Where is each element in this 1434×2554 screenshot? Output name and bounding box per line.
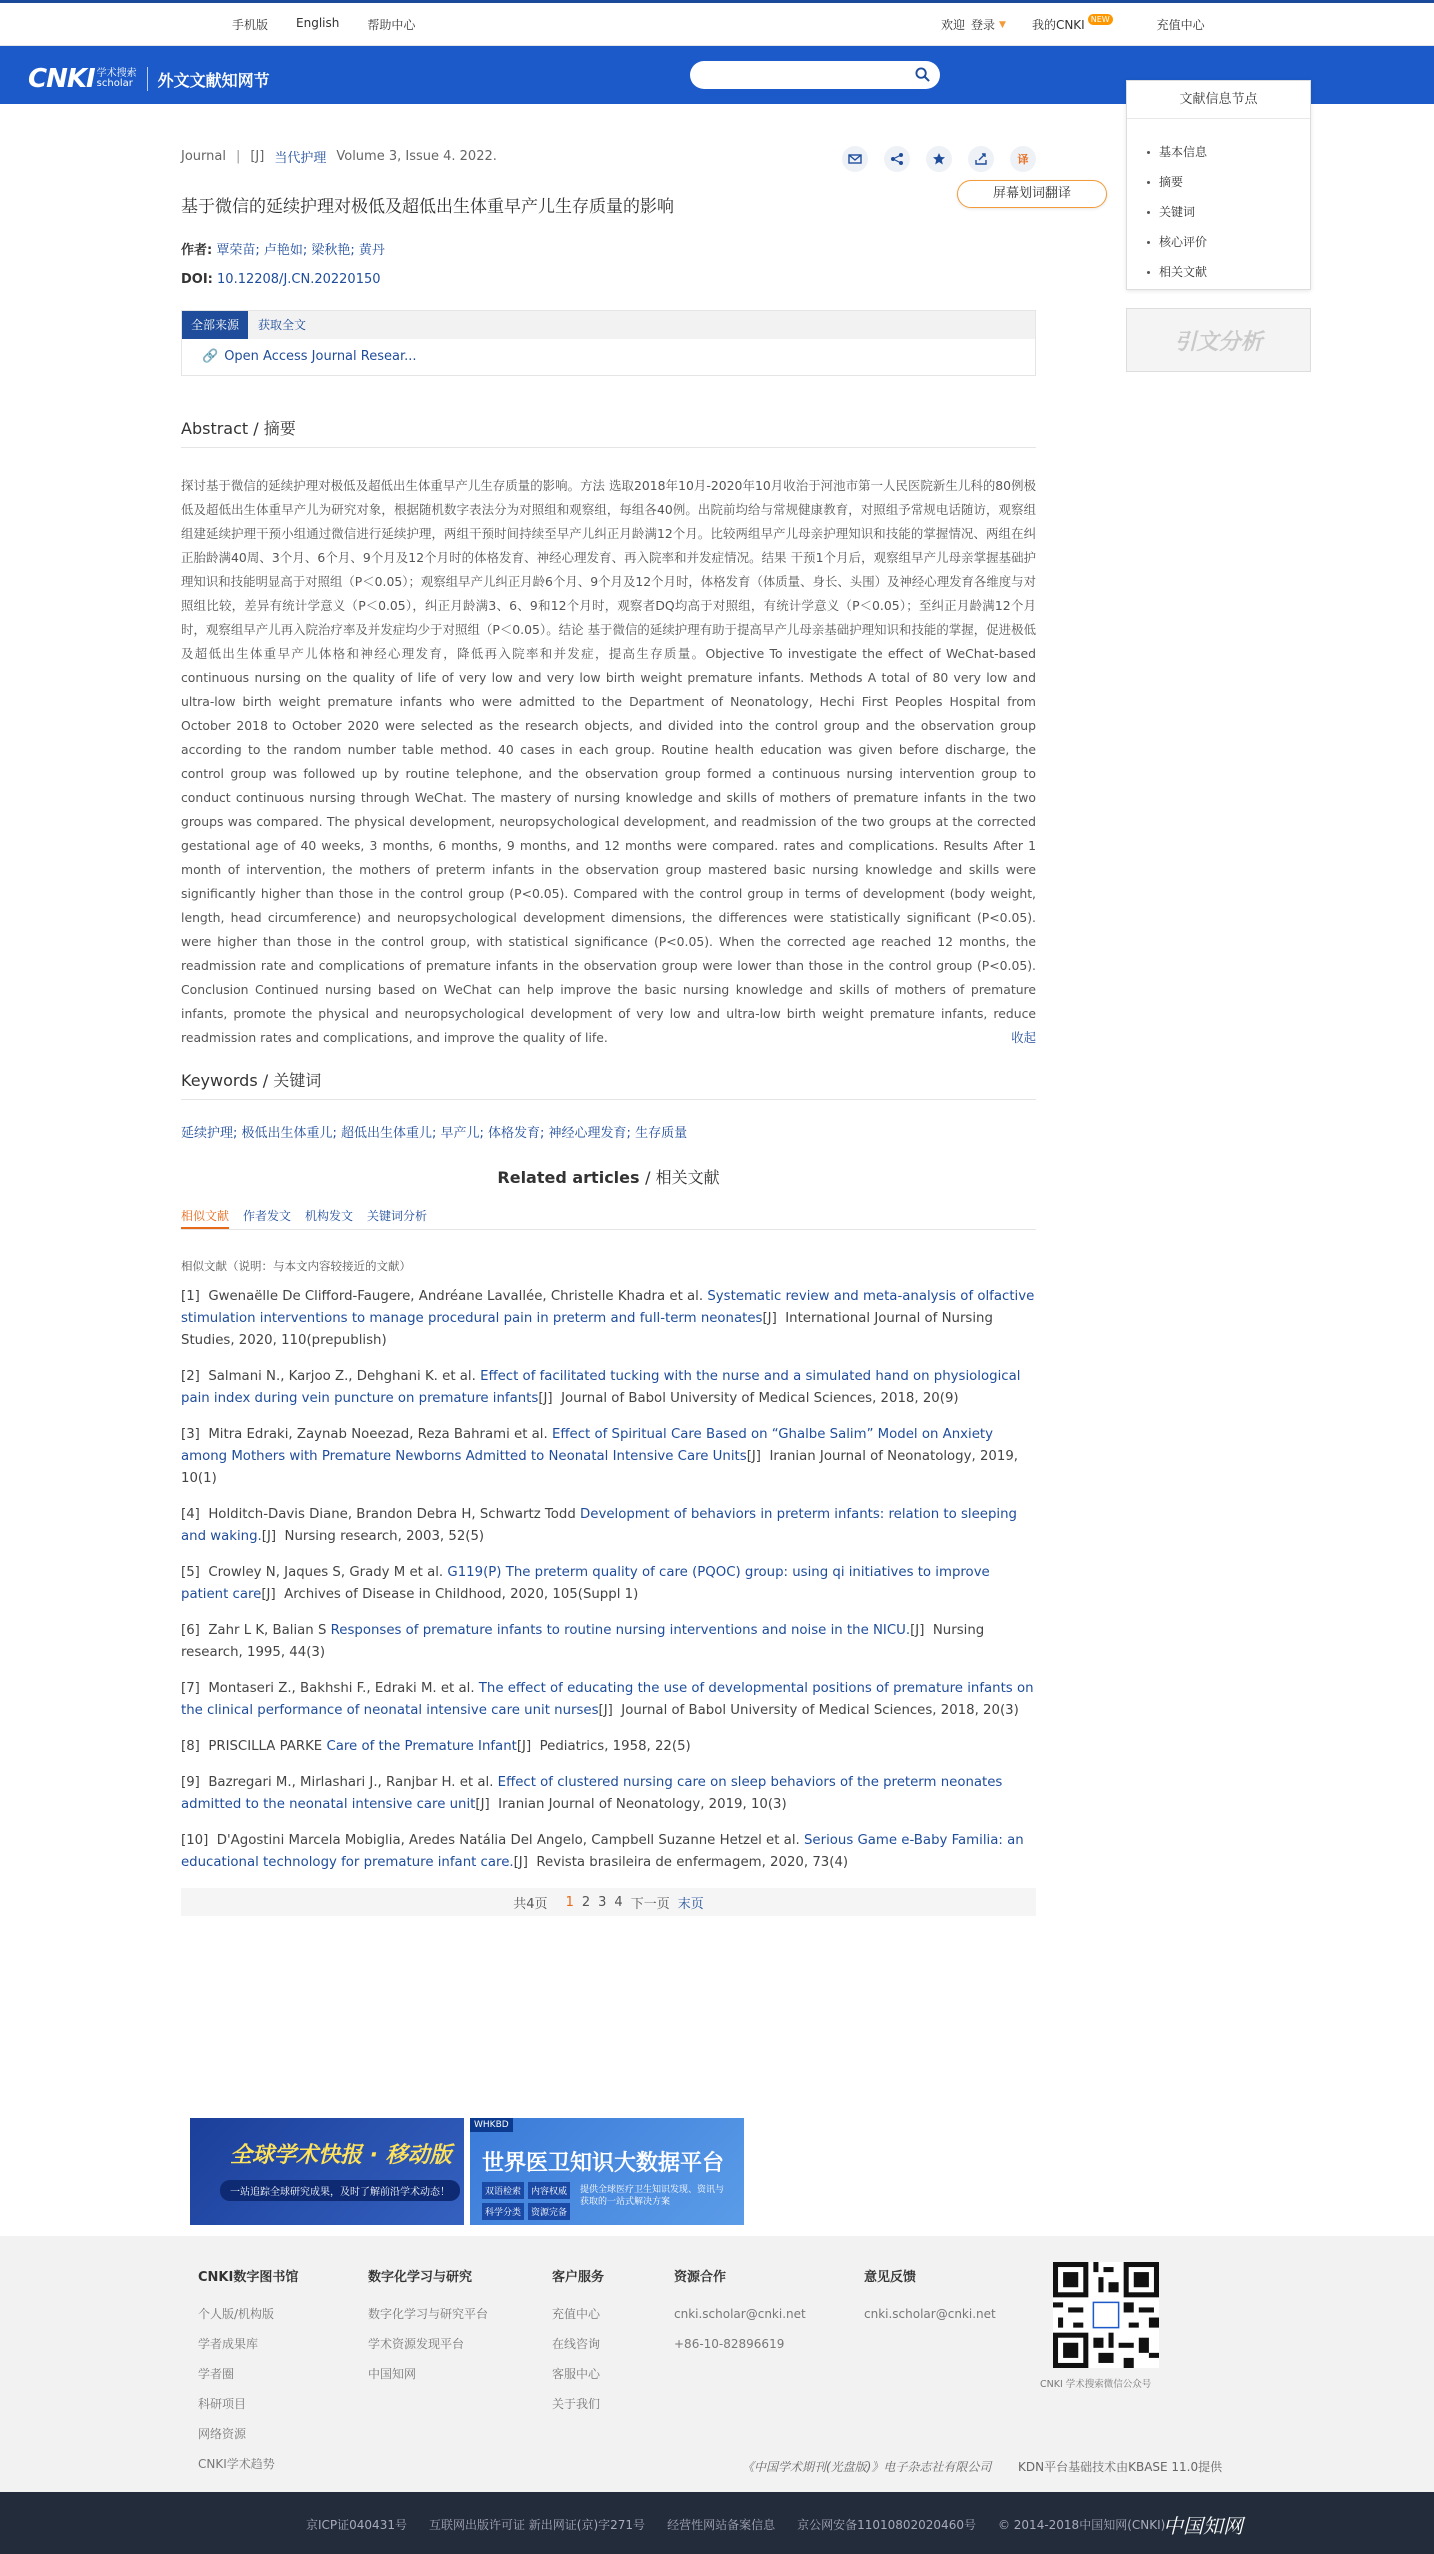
- translate-tooltip: 屏幕划词翻译: [957, 180, 1107, 208]
- ref-title-link[interactable]: Effect of clustered nursing care on sleep behaviors of the preterm neonates admitted to the neonatal intensive care unit: [181, 1775, 1003, 1812]
- list-item: [181, 1366, 1036, 1410]
- related-heading: [181, 1165, 1036, 1188]
- node-keywords[interactable]: 关键词: [1147, 197, 1310, 227]
- site-record[interactable]: 经营性网站备案信息: [667, 2518, 776, 2532]
- source-box: [181, 310, 1036, 376]
- ref-source: Journal of Babol University of Medical Sciences, 2018, 20(3): [621, 1703, 1019, 1718]
- footer-link[interactable]: 数字化学习与研究平台: [368, 2307, 489, 2321]
- search-icon[interactable]: [915, 67, 930, 82]
- reference-list: [181, 1286, 1036, 1874]
- info-nodes-panel: [1126, 80, 1311, 290]
- footer-link[interactable]: 充值中心: [552, 2307, 601, 2321]
- article-title: 基于微信的延续护理对极低及超低出生体重早产儿生存质量的影响: [181, 197, 674, 217]
- ref-title-link[interactable]: Serious Game e-Baby Familia: an educational technology for premature infant care.: [181, 1833, 1024, 1870]
- footer-link[interactable]: 在线咨询: [552, 2337, 601, 2351]
- footer-link[interactable]: 学者圈: [198, 2367, 235, 2381]
- link-icon: 🔗: [202, 349, 219, 364]
- tab-keyword-analysis[interactable]: 关键词分析: [367, 1209, 428, 1223]
- tab-get-fulltext[interactable]: 获取全文: [258, 318, 307, 332]
- ref-type: [J]: [261, 1529, 277, 1544]
- ref-authors: D'Agostini Marcela Mobiglia, Aredes Natália Del Angelo, Campbell Suzanne Hetzel et al.: [216, 1833, 800, 1848]
- ref-source: International Journal of Nursing Studies, 2020, 110(prepublish): [181, 1311, 993, 1348]
- panel-title: 文献信息节点: [1127, 81, 1310, 119]
- page-2[interactable]: 2: [581, 1894, 591, 1910]
- qr-code-icon: [1053, 2262, 1159, 2368]
- footer-link[interactable]: 关于我们: [552, 2397, 601, 2411]
- tab-all-sources[interactable]: 全部来源: [182, 311, 248, 339]
- ad2-chip: 科学分类: [482, 2203, 524, 2220]
- pipe-sep: |: [235, 148, 241, 164]
- page-total: 共4页: [513, 1896, 548, 1912]
- footer-link[interactable]: 学者成果库: [198, 2337, 259, 2351]
- footer-link[interactable]: 科研项目: [198, 2397, 247, 2411]
- list-item: [181, 1678, 1036, 1722]
- ref-num: [10]: [181, 1833, 209, 1848]
- source-resource-link[interactable]: [182, 339, 1035, 375]
- footer-col-title: CNKI数字图书馆: [198, 2270, 299, 2285]
- list-item: [181, 1736, 1036, 1758]
- footer-col-library: [198, 2266, 298, 2487]
- ref-authors: PRISCILLA PARKE: [208, 1739, 323, 1754]
- similar-note: 相似文献（说明：与本文内容较接近的文献）: [181, 1259, 411, 1273]
- tab-similar[interactable]: 相似文献: [181, 1202, 229, 1229]
- keywords-list[interactable]: 延续护理; 极低出生体重儿; 超低出生体重儿; 早产儿; 体格发育; 神经心理发育; 生存质量: [181, 1126, 688, 1141]
- related-tabs: [181, 1202, 1036, 1230]
- ref-source: Pediatrics, 1958, 22(5): [539, 1739, 691, 1754]
- src-link-text: Open Access Journal Resear...: [224, 349, 417, 364]
- list-item: [181, 1562, 1036, 1606]
- list-item: [181, 1286, 1036, 1352]
- footer-link[interactable]: cnki.scholar@cnki.net: [864, 2307, 996, 2321]
- footer-link[interactable]: 中国知网: [368, 2367, 417, 2381]
- ref-title-link[interactable]: Effect of Spiritual Care Based on “Ghalbe Salim” Model on Anxiety among Mothers with Premature Newborns Admitted to Neonatal Intensive Care Units: [181, 1427, 993, 1464]
- ref-num: [8]: [181, 1739, 200, 1754]
- help-link[interactable]: 帮助中心: [367, 18, 416, 32]
- action-icons: [842, 146, 1036, 172]
- list-item: [181, 1620, 1036, 1664]
- doi-line: [181, 272, 1036, 287]
- ad-medical-platform[interactable]: [470, 2118, 744, 2225]
- footer-col-service: [552, 2266, 604, 2427]
- ref-authors: Mitra Edraki, Zaynab Noeezad, Reza Bahrami et al.: [208, 1427, 548, 1442]
- footer-col-feedback: [864, 2266, 996, 2337]
- ref-source: Nursing research, 2003, 52(5): [284, 1529, 485, 1544]
- mobile-link[interactable]: 手机版: [232, 18, 269, 32]
- ad2-chip: 双语检索: [482, 2182, 524, 2199]
- ref-title-link[interactable]: The effect of educating the use of developmental positions of premature infants on the clinical performance of neonatal intensive care unit nurses: [181, 1681, 1034, 1718]
- last-page[interactable]: 末页: [677, 1896, 704, 1912]
- page-3[interactable]: 3: [598, 1894, 607, 1910]
- logo-scholar: [97, 69, 137, 89]
- tab-author-papers[interactable]: 作者发文: [243, 1209, 292, 1223]
- journal-label: Journal: [181, 148, 226, 164]
- ref-source: Revista brasileira de enfermagem, 2020, 73(4): [536, 1855, 849, 1870]
- abstract-body: 探讨基于微信的延续护理对极低及超低出生体重早产儿生存质量的影响。方法 选取2018年10月-2020年10月收治于河池市第一人民医院新生儿科的80例极低及超低出生体重早产儿为研究对象，根据随机数字表法分为对照组和观察组，每组各40例。出院前均给与常规健康教育，对照组予常规电话随访，观察组组建延续护理干预小组通过微信进行延续护理，两组干预时间持续至早产儿纠正月龄满12个月。比较两组早产儿母亲护理知识和技能的掌握情况、两组在纠正胎龄满40周、3个月、6个月、9个月及12个月时的体格发育、神经心理发育、再入院率和并发症情况。结果 干预1个月后，观察组早产儿母亲掌握基础护理知识和技能明显高于对照组（P＜0.05）；观察组早产儿纠正月龄6个月、9个月及12个月时，体格发育（体质量、身长、头围）及神经心理发育各维度与对照组比较，差异有统计学意义（P＜0.05），纠正月龄满3、6、9和12个月时，观察者DQ均高于对照组，有统计学意义（P＜0.05）；至纠正月龄满12个月时，观察组早产儿再入院治疗率及并发症均少于对照组（P＜0.05）。结论 基于微信的延续护理有助于提高早产儿母亲基础护理知识和技能的掌握，促进极低及超低出生体重早产儿体格和神经心理发育，降低再入院率和并发症，提高生存质量。Objective To investigate the effect of WeChat-based continuous nursing on the quality of life of very low and very low birth weight premature infants. Methods A total of 80 very low and ultra-low birth weight premature infants who were admitted to the Department of Neonatology, Hechi First Peoples Hospital from October 2018 to October 2020 were selected as the research objects, and divided into the control group and the observation group according to the random number table method. 40 cases in each group. Routine health education was given before discharge, the control group was followed up by routine telephone, and the observation group formed a continuous nursing intervention group to conduct continuous nursing through WeChat. The mastery of nursing knowledge and skills of mothers of premature infants in the two groups was compared. The physical development, neuropsychological development, and readmission of the two groups at the corrected gestational age of 40 weeks, 3 months, 6 months, 9 months, and 12 months were compared. rates and complications. Results After 1 month of intervention, the mothers of preterm infants in the observation group mastered basic nursing knowledge and skills were significantly higher than those in the control group (P<0.05). Compared with the control group in terms of development (body weight, length, head circumference) and neuropsychological development dimensions, the differences were statistically significant (P<0.05). were higher than those in the control group, with statistical significance (P<0.05). When the corrected age reached 12 months, the readmission rate and complications of premature infants in the observation group were lower than those in the control group (P<0.05). Conclusion Continued nursing based on WeChat can help improve the basic nursing knowledge and skills of mothers of premature infants, promote the physical and neuropsychological development of very low and ultra-low birth weight premature infants, reduce readmission rates and complications, and improve the quality of life.: [181, 478, 1036, 1045]
- logo-cn: 学术搜索: [96, 68, 137, 79]
- footer-col-title: 意见反馈: [864, 2270, 917, 2285]
- kbase-text: KDN平台基础技术由KBASE 11.0提供: [1018, 2460, 1223, 2474]
- ad2-chip: 资源完备: [528, 2203, 570, 2220]
- footer-link[interactable]: 网络资源: [198, 2427, 247, 2441]
- footer-link[interactable]: 学术资源发现平台: [368, 2337, 465, 2351]
- citation-analysis-banner[interactable]: [1126, 308, 1311, 372]
- ref-authors: Montaseri Z., Bakhshi F., Edraki M. et al.: [208, 1681, 475, 1696]
- ref-num: [4]: [181, 1507, 200, 1522]
- ref-num: [5]: [181, 1565, 200, 1580]
- export-icon[interactable]: [968, 146, 994, 172]
- ref-type: [J]: [475, 1797, 490, 1812]
- abstract-heading: Abstract / 摘要: [181, 416, 1036, 448]
- ref-num: [9]: [181, 1775, 200, 1790]
- ref-authors: Crowley N, Jaques S, Grady M et al.: [208, 1565, 444, 1580]
- cite-ad-text: 引文分析: [1174, 329, 1263, 355]
- pagination: [181, 1888, 1036, 1916]
- ref-type: [J]: [910, 1623, 925, 1638]
- ref-num: [7]: [181, 1681, 200, 1696]
- authors-links[interactable]: 覃荣苗; 卢艳如; 梁秋艳; 黄丹: [216, 243, 385, 258]
- node-basic-info[interactable]: 基本信息: [1147, 137, 1310, 167]
- node-core-eval[interactable]: 核心评价: [1147, 227, 1310, 257]
- keywords-heading: Keywords / 关键词: [181, 1068, 1036, 1100]
- footer-col-learning: [368, 2266, 488, 2397]
- qr-caption: CNKI 学术搜索微信公众号: [1040, 2379, 1152, 2390]
- top-utility-bar: [0, 0, 1434, 46]
- ref-num: [2]: [181, 1369, 200, 1384]
- footer-link[interactable]: 客服中心: [552, 2367, 601, 2381]
- type-tag: [J]: [250, 148, 265, 164]
- ref-source: Iranian Journal of Neonatology, 2019, 10(3): [498, 1797, 787, 1812]
- list-item: [181, 1504, 1036, 1548]
- ref-title-link[interactable]: Development of behaviors in preterm infants: relation to sleeping and waking.: [181, 1507, 1017, 1544]
- site-name: 外文文献知网节: [157, 70, 270, 90]
- authors-label: 作者:: [181, 243, 213, 258]
- footer-link[interactable]: 个人版/机构版: [198, 2307, 275, 2321]
- search-box: [690, 61, 940, 89]
- ad2-tag: WHKBD: [470, 2118, 513, 2132]
- star-icon[interactable]: [926, 146, 952, 172]
- list-item: [181, 1424, 1036, 1490]
- volume-info: Volume 3, Issue 4. 2022.: [336, 148, 497, 164]
- doi-link[interactable]: 10.12208/J.CN.20220150: [217, 272, 381, 287]
- abstract-text: [181, 474, 1036, 1050]
- related-title-en: Related articles: [497, 1168, 640, 1187]
- ref-num: [1]: [181, 1289, 200, 1304]
- ad2-chip: 内容权威: [528, 2182, 570, 2199]
- ref-title-link[interactable]: Effect of facilitated tucking with the nurse and a simulated hand on physiological pain index during vein puncture on premature infants: [181, 1369, 1021, 1406]
- ad1-title: 全球学术快报 · 移动版: [230, 2143, 452, 2168]
- footer-col-title: 数字化学习与研究: [368, 2270, 473, 2285]
- logo-en: scholar: [96, 78, 133, 89]
- ref-num: [3]: [181, 1427, 200, 1442]
- ref-title-link[interactable]: Responses of premature infants to routine nursing interventions and noise in the NICU.: [330, 1623, 911, 1638]
- ref-authors: Salmani N., Karjoo Z., Dehghani K. et al.: [208, 1369, 476, 1384]
- site-footer: [0, 2236, 1434, 2492]
- list-item: [181, 1772, 1036, 1816]
- publisher-text: 《中国学术期刊(光盘版)》电子杂志社有限公司: [742, 2460, 992, 2474]
- email-icon[interactable]: [842, 146, 868, 172]
- recharge-link[interactable]: 充值中心: [1156, 18, 1205, 32]
- ref-title-link[interactable]: G119(P) The preterm quality of care (PQOC) group: using qi initiatives to improve patient care: [181, 1565, 990, 1602]
- authors-line: [181, 239, 1036, 258]
- share-icon[interactable]: [884, 146, 910, 172]
- ad2-desc: 提供全球医疗卫生知识发现、资讯与获取的一站式解决方案: [580, 2185, 725, 2207]
- footer-link[interactable]: cnki.scholar@cnki.net: [674, 2307, 806, 2321]
- article-main: [181, 140, 1071, 1916]
- new-badge: NEW: [1088, 14, 1113, 25]
- page-4[interactable]: 4: [614, 1894, 623, 1910]
- ad1-sub: 一站追踪全球研究成果，及时了解前沿学术动态！: [220, 2180, 460, 2201]
- ref-type: [J]: [762, 1311, 777, 1326]
- node-abstract[interactable]: 摘要: [1147, 167, 1310, 197]
- logo-divider: [147, 67, 148, 91]
- ref-type: [J]: [598, 1703, 613, 1718]
- collapse-link[interactable]: 收起: [1011, 1030, 1036, 1045]
- ref-title-link[interactable]: Care of the Premature Infant: [326, 1739, 517, 1754]
- footer-col-cooperation: [674, 2266, 806, 2367]
- mycnki-link[interactable]: [1032, 16, 1119, 33]
- login-link[interactable]: 登录: [971, 18, 996, 32]
- ref-source: Journal of Babol University of Medical Sciences, 2018, 20(9): [561, 1391, 959, 1406]
- footer-col-title: 客户服务: [552, 2270, 605, 2285]
- ref-type: [J]: [516, 1739, 532, 1754]
- related-title-cn: / 相关文献: [645, 1168, 720, 1187]
- next-page[interactable]: 下一页: [630, 1896, 670, 1912]
- ref-type: [J]: [746, 1449, 761, 1464]
- ref-type: [J]: [261, 1587, 276, 1602]
- copyright-text: © 2014-2018中国知网(CNKI): [997, 2518, 1166, 2532]
- tab-org-papers[interactable]: 机构发文: [305, 1209, 354, 1223]
- list-item: [181, 1830, 1036, 1874]
- mycnki-label: 我的CNKI: [1031, 18, 1085, 32]
- ref-source: Archives of Disease in Childhood, 2020, 105(Suppl 1): [284, 1587, 639, 1602]
- ref-authors: Bazregari M., Mirlashari J., Ranjbar H. et al.: [208, 1775, 494, 1790]
- cnki-brand-logo[interactable]: 中国知网: [1163, 2514, 1243, 2538]
- source-link[interactable]: 当代护理: [274, 150, 327, 166]
- ref-type: [J]: [538, 1391, 553, 1406]
- english-link[interactable]: English: [296, 16, 340, 30]
- ad-global-express[interactable]: [190, 2118, 464, 2225]
- ref-authors: Zahr L K, Balian S: [208, 1623, 327, 1638]
- publishing-license[interactable]: 互联网出版许可证 新出网证(京)字271号: [428, 2518, 646, 2532]
- copyright-bar: [0, 2492, 1434, 2554]
- chevron-down-icon[interactable]: ▼: [999, 19, 1006, 30]
- cnki-logo[interactable]: [28, 64, 270, 94]
- ref-source: Nursing research, 1995, 44(3): [181, 1623, 985, 1660]
- translate-icon[interactable]: 译: [1010, 146, 1036, 172]
- footer-col-title: 资源合作: [674, 2270, 727, 2285]
- ad2-title: 世界医卫知识大数据平台: [482, 2151, 725, 2176]
- doi-label: DOI:: [181, 272, 213, 287]
- footer-link[interactable]: CNKI学术趋势: [198, 2457, 275, 2471]
- welcome-text: 欢迎: [941, 18, 966, 32]
- police-record[interactable]: 京公网安备11010802020460号: [797, 2518, 976, 2532]
- node-related[interactable]: 相关文献: [1147, 257, 1310, 287]
- ref-title-link[interactable]: Systematic review and meta-analysis of olfactive stimulation interventions to manage procedural pain in preterm and full-term neonates: [181, 1289, 1035, 1326]
- page-1[interactable]: 1: [565, 1894, 574, 1910]
- ref-authors: Gwenaëlle De Clifford-Faugere, Andréane Lavallée, Christelle Khadra et al.: [208, 1289, 704, 1304]
- icp-license[interactable]: 京ICP证040431号: [306, 2518, 407, 2532]
- ref-num: [6]: [181, 1623, 200, 1638]
- ref-authors: Holditch-Davis Diane, Brandon Debra H, Schwartz Todd: [208, 1507, 576, 1522]
- logo-text: CNKI: [28, 64, 95, 94]
- ref-source: Iranian Journal of Neonatology, 2019, 10(1): [181, 1449, 1019, 1486]
- footer-link: +86-10-82896619: [674, 2337, 785, 2351]
- ref-type: [J]: [513, 1855, 528, 1870]
- ad-banners: [190, 2118, 744, 2225]
- search-input[interactable]: [690, 61, 900, 89]
